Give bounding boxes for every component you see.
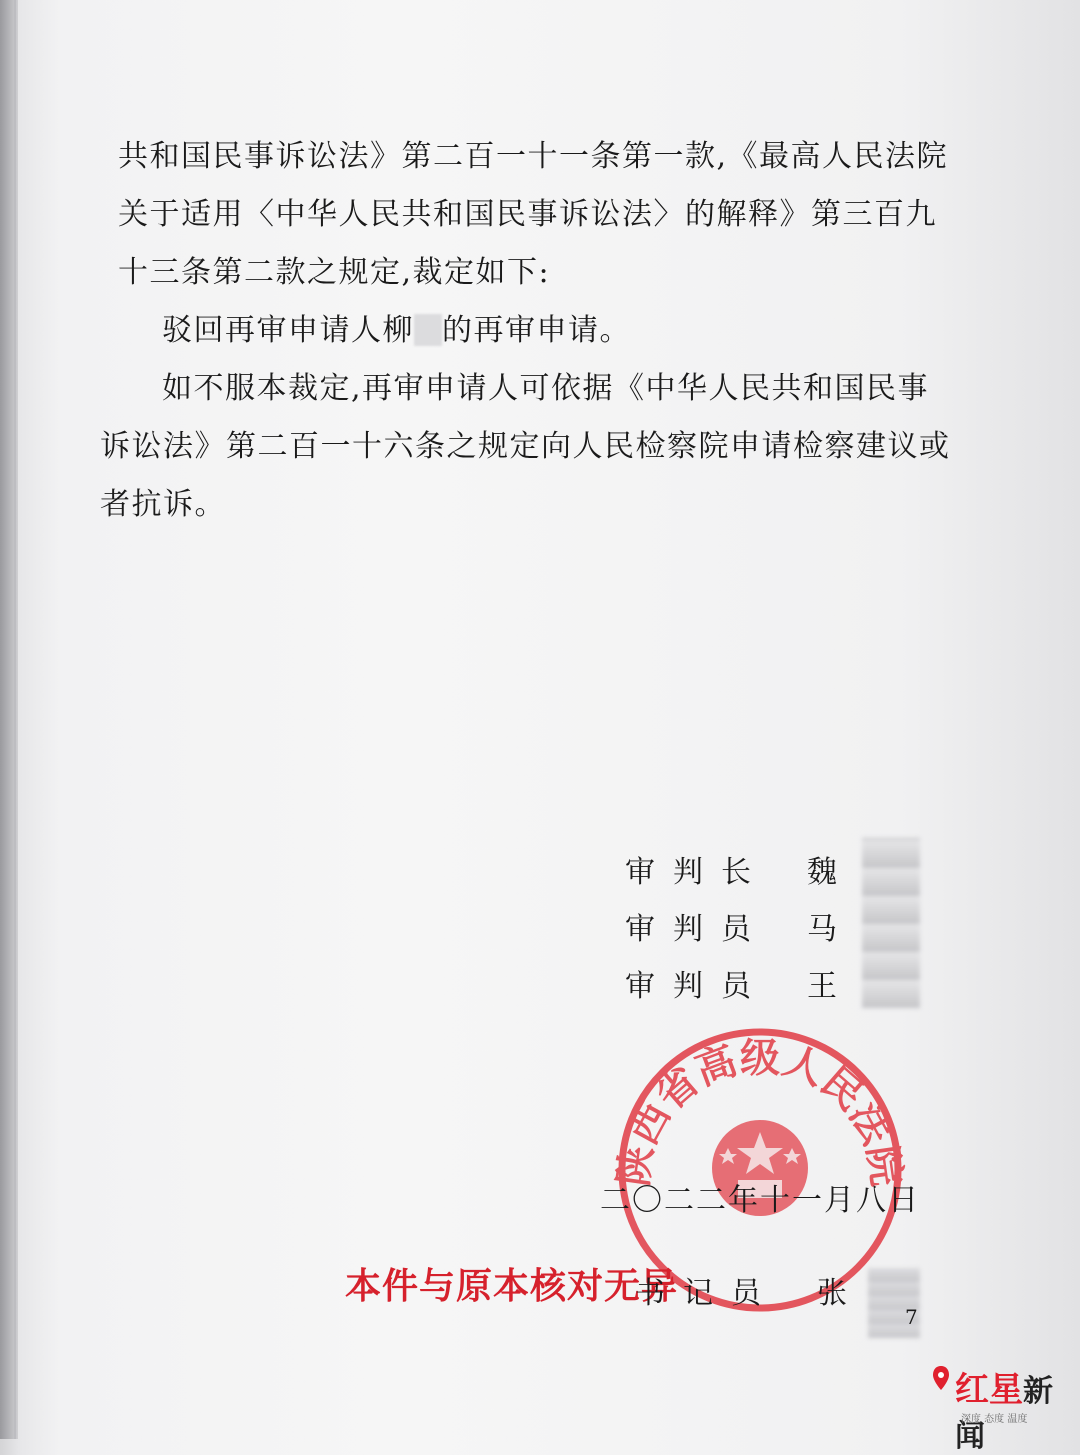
logo-tagline: 深度 态度 温度 [961, 1414, 1028, 1425]
redacted-name [414, 314, 442, 346]
redaction-mosaic [862, 838, 920, 1008]
page-edge-line [14, 0, 16, 1439]
signature-name: 王 [807, 968, 837, 1004]
signature-name: 马 [807, 911, 837, 947]
signature-row [625, 954, 843, 1011]
signature-row [625, 840, 843, 897]
document-body [100, 128, 960, 534]
clerk-name: 张 [817, 1276, 847, 1311]
signature-row [625, 897, 843, 954]
verification-stamp: 本件与原本核对无异 [345, 1265, 679, 1307]
signature-title: 审判员 [625, 968, 769, 1004]
paragraph-appeal: 如不服本裁定,再审申请人可依据《中华人民共和国民事诉讼法》第二百一十六条之规定向人民检察院申请检察建议或者抗诉。 [100, 371, 951, 522]
news-logo [955, 1362, 1075, 1454]
logo-wordmark: 红星新闻 [955, 1370, 1053, 1454]
pin-icon [933, 1366, 949, 1402]
signature-title: 审判员 [625, 911, 769, 947]
page-number: 7 [905, 1305, 918, 1329]
signature-block [625, 840, 843, 1011]
paragraph-legal-basis: 共和国民事诉讼法》第二百一十一条第一款,《最高人民法院关于适用〈中华人民共和国民事诉讼法〉的解释》第三百九十三条第二款之规定,裁定如下: [118, 139, 949, 290]
clerk-signature [635, 1268, 853, 1312]
ruling-text-after: 的再审申请。 [442, 313, 631, 348]
seal-text: 陕西省高级人民法院 [610, 1034, 910, 1189]
ruling-text-before: 驳回再审申请人柳 [162, 313, 414, 348]
judgment-date: 二〇二二年十一月八日 [600, 1183, 920, 1218]
signature-title: 审判长 [625, 854, 769, 890]
clerk-title: 书记员 [635, 1276, 779, 1311]
signature-name: 魏 [807, 854, 837, 890]
paragraph-ruling [100, 302, 960, 360]
